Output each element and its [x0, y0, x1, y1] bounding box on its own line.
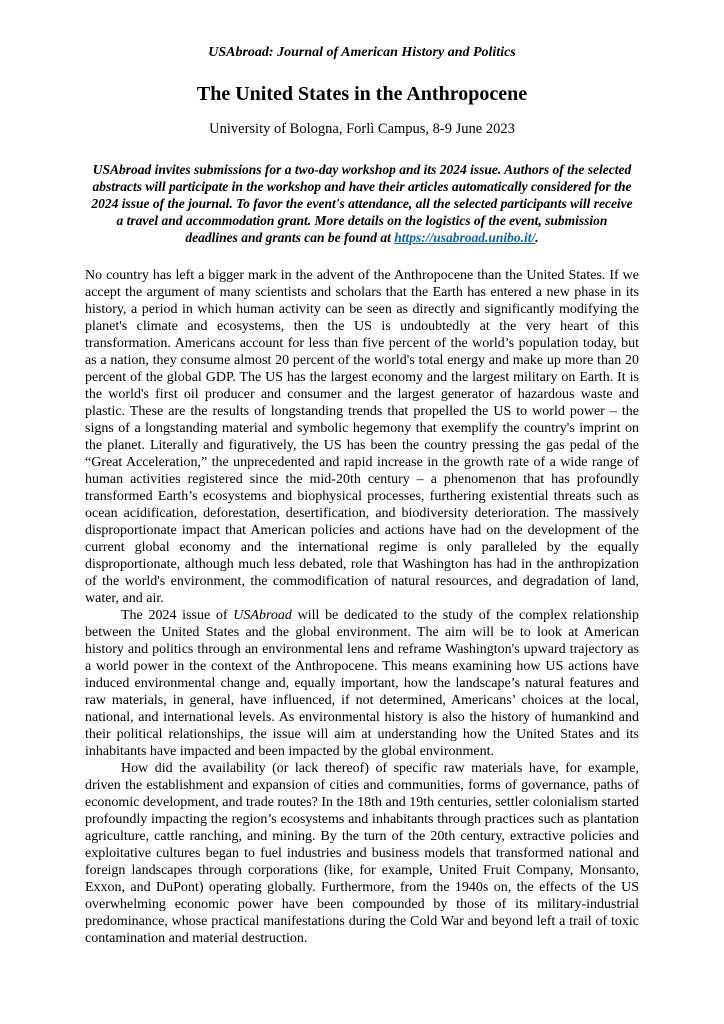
journal-name-italic: USAbroad — [233, 608, 292, 623]
body-paragraph-1 — [85, 267, 639, 607]
paragraph-text: will be dedicated to the study of the complex relationship between the United States and the global environment. The aim will be to look at American history and politics through an environmental lens and reframe Washington's upward trajectory as a world power in the context of the Anthropocene. This means examining how US actions have induced environmental change and, equally important, how the landscape’s natural features and raw materials, in general, have influenced, if not determined, Americans’ choices at the local, national, and international levels. As environmental history is also the history of humankind and their political relationships, the issue will aim at understanding how the United States and its inhabitants have impacted and been impacted by the global environment. — [85, 608, 640, 759]
announcement-paragraph — [89, 161, 635, 246]
journal-header: USAbroad: Journal of American History and Politics — [208, 45, 516, 60]
body-paragraph-3 — [85, 760, 639, 947]
usabroad-link[interactable]: https://usabroad.unibo.it/ — [394, 230, 536, 245]
body-paragraph-2 — [85, 607, 639, 760]
paragraph-text: No country has left a bigger mark in the advent of the Anthropocene than the United States. If we accept the argument of many scientists and scholars that the Earth has entered a new phase in its history, a period in which human activity can be seen as directly and significantly modifying the planet's climate and ecosystems, then the US is undoubtedly at the very heart of this transformation. Americans account for less than five percent of the world’s population today, but as a nation, they consume almost 20 percent of the world's total energy and make up more than 20 percent of the global GDP. The US has the largest economy and the largest military on Earth. It is the world's first oil producer and consumer and the largest generator of hazardous waste and plastic. These are the results of longstanding trends that propelled the US to world power – the signs of a longstanding material and symbolic hegemony that exemplify the country's imprint on the planet. Literally and figuratively, the US has been the country pressing the gas pedal of the “Great Acceleration,” the unprecedented and rapid increase in the growth rate of a wide range of human activities registered since the mid-20th century – a phenomenon that has profoundly transformed Earth’s ecosystems and biophysical processes, furthering existential threats such as ocean acidification, deforestation, desertification, and biodiversity deterioration. The massively disproportionate impact that American policies and actions have had on the development of the current global economy and the international regime is only paralleled by the equally disproportionate, although much less debated, role that Washington has had in the anthropization of the world's environment, the commodification of natural resources, and degradation of land, water, and air. — [85, 268, 639, 606]
paragraph-text: The 2024 issue of — [121, 608, 234, 623]
paragraph-text: How did the availability (or lack thereof) of specific raw materials have, for example, driven the establishment and expansion of cities and communities, forms of governance, paths of economic development, and trade routes? In the 18th and 19th centuries, settler colonialism started profoundly impacting the region’s ecosystems and inhabitants through practices such as plantation agriculture, cattle ranching, and mining. By the turn of the 20th century, extractive policies and exploitative cultures began to fuel industries and business models that transformed national and foreign landscapes through corporations (like, for example, United Fruit Company, Monsanto, Exxon, and DuPont) operating globally. Furthermore, from the 1940s on, the effects of the US overwhelming economic power have been compounded by those of its military-industrial predominance, whose practical manifestations during the Cold War and beyond left a trail of toxic contamination and material destruction. — [85, 761, 639, 946]
page-title: The United States in the Anthropocene — [196, 83, 528, 105]
announcement-text-end: . — [535, 230, 539, 245]
article-body — [85, 267, 639, 947]
event-details: University of Bologna, Forlì Campus, 8-9 June 2023 — [209, 121, 515, 137]
announcement-text: USAbroad invites submissions for a two-day workshop and its 2024 issue. Authors of the selected abstracts will participate in the workshop and have their articles automatically considered for the 2024 issue of the journal. To favor the event's attendance, all the selected participants will receive a travel and accommodation grant. More details on the logistics of the event, submission deadlines and grants can be found at — [91, 162, 633, 245]
